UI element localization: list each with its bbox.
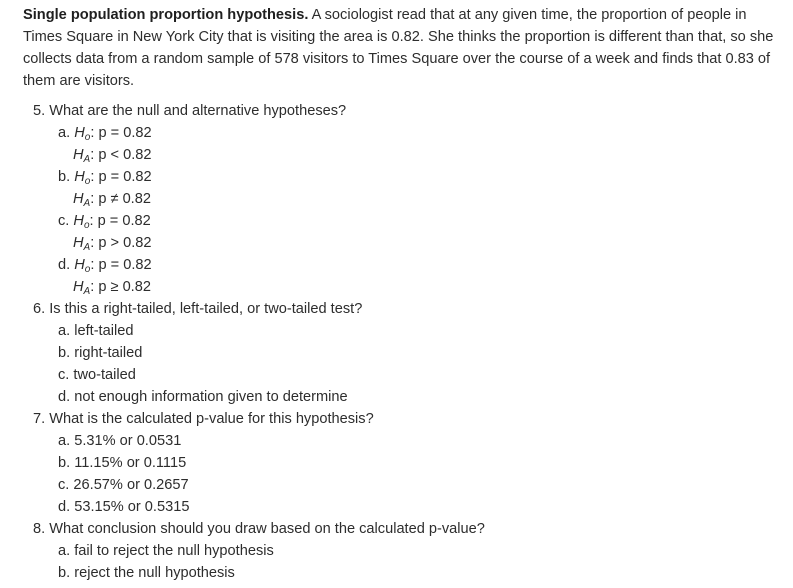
q5-option-a-alt: $H_A$: p < 0.82	[73, 147, 152, 165]
q7-option-c: c. 26.57% or 0.2657	[58, 477, 189, 493]
q5-option-a-null: a. $H_o$: p = 0.82	[58, 125, 152, 143]
q6-option-c: c. two-tailed	[58, 367, 136, 383]
q5-option-b-null: b. $H_o$: p = 0.82	[58, 169, 152, 187]
question-6: 6. Is this a right-tailed, left-tailed, or two-tailed test?	[33, 301, 363, 317]
question-5: 5. What are the null and alternative hypotheses?	[33, 103, 347, 119]
problem-title: Single population proportion hypothesis.	[23, 7, 309, 23]
problem-body: A sociologist read that at any given time, the proportion of people in Times Square in New York City that is visiting the area is 0.82. She thinks the proportion is different than that, so she collects data from a random sample of 578 visitors to Times Square over the course of a week and finds that 0.83 of them are visitors.	[23, 7, 774, 89]
q6-option-a: a. left-tailed	[58, 323, 134, 339]
problem-statement	[23, 4, 783, 92]
q6-option-d: d. not enough information given to determine	[58, 389, 348, 405]
q6-option-b: b. right-tailed	[58, 345, 143, 361]
q5-option-c-alt: $H_A$: p > 0.82	[73, 235, 152, 253]
q5-option-c-null: c. $H_o$: p = 0.82	[58, 213, 151, 231]
q5-option-d-null: d. $H_o$: p = 0.82	[58, 257, 152, 275]
q7-option-b: b. 11.15% or 0.1115	[58, 455, 187, 471]
q7-option-d: d. 53.15% or 0.5315	[58, 499, 190, 515]
q5-option-d-alt: $H_A$: p ≥ 0.82	[73, 279, 151, 297]
q8-option-b: b. reject the null hypothesis	[58, 565, 235, 581]
question-7: 7. What is the calculated p-value for this hypothesis?	[33, 411, 374, 427]
q8-option-a: a. fail to reject the null hypothesis	[58, 543, 274, 559]
q5-option-b-alt: $H_A$: p ≠ 0.82	[73, 191, 151, 209]
q7-option-a: a. 5.31% or 0.0531	[58, 433, 182, 449]
question-8: 8. What conclusion should you draw based on the calculated p-value?	[33, 521, 485, 537]
